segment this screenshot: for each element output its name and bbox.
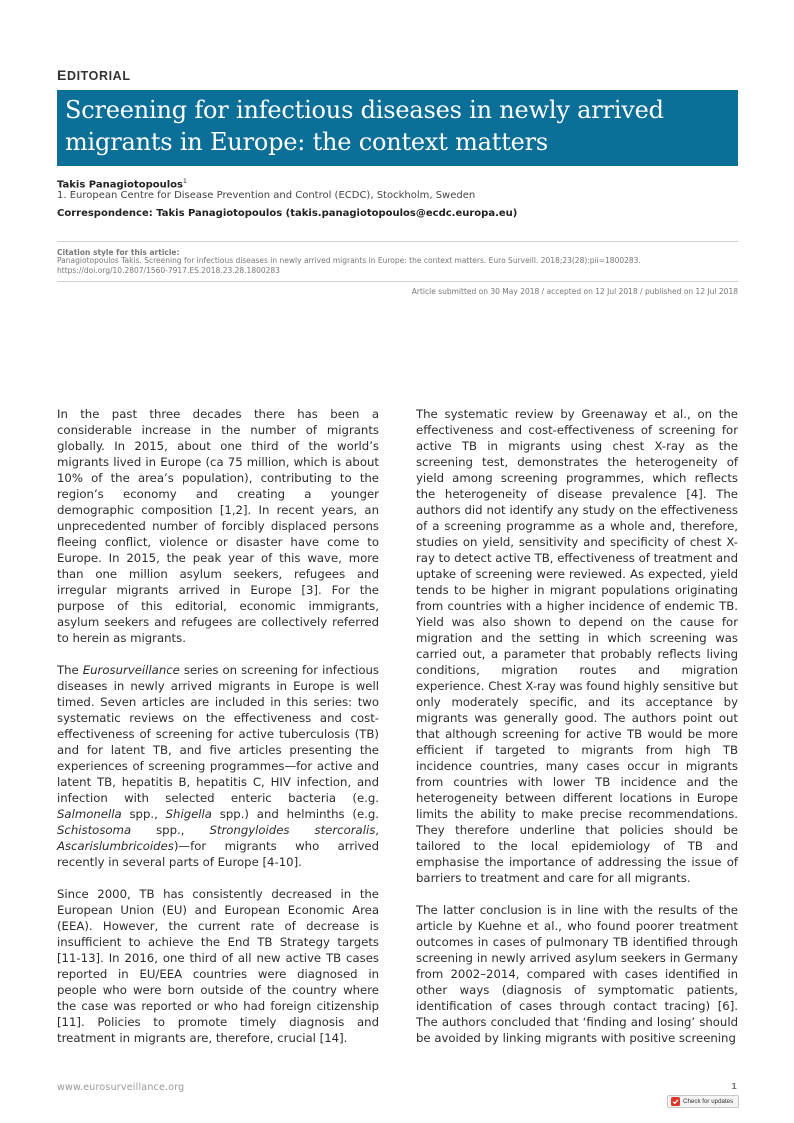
correspondence: Correspondence: Takis Panagiotopoulos (takis.panagiotopoulos@ecdc.europa.eu) (57, 208, 518, 219)
paragraph: The Eurosurveillance series on screening for infectious diseases in newly arrived migrants in Europe is well timed. Seven articles are included in this series: two systematic reviews on the effectiveness and cost-effectiveness of screening for active tuberculosis (TB) and for latent TB, and five articles presenting the experiences of screening programmes—for active and latent TB, hepatitis B, hepatitis C, HIV infection, and infection with selected enteric bacteria (e.g. Salmonella spp., Shigella spp.) and helminths (e.g. Schistosoma spp., Strongyloides stercoralis, Ascarislumbricoides)—for migrants who arrived recently in several parts of Europe [4-10]. (57, 663, 379, 869)
article-title: Screening for infectious diseases in newly arrived migrants in Europe: the context matters (65, 96, 664, 156)
page-number: 1 (731, 1082, 737, 1091)
title-banner (57, 90, 738, 166)
affiliation: 1. European Centre for Disease Prevention and Control (ECDC), Stockholm, Sweden (57, 190, 476, 201)
author-name: Takis Panagiotopoulos (57, 179, 183, 191)
section-label: EDITORIAL (57, 67, 131, 83)
submission-dates: Article submitted on 30 May 2018 / accepted on 12 Jul 2018 / published on 12 Jul 2018 (411, 287, 738, 296)
paragraph: The latter conclusion is in line with the results of the article by Kuehne et al., who found poorer treatment outcomes in cases of pulmonary TB identified through screening in newly arrived asylum seekers in Germany from 2002–2014, compared with cases identified in other ways (diagnosis of symptomatic patients, identification of cases through contact tracing) [6]. The authors concluded that ‘finding and losing’ should be avoided by linking migrants with positive screening (416, 903, 738, 1045)
paragraph: The systematic review by Greenaway et al., on the effectiveness and cost-effectiveness of screening for active TB in migrants using chest X-ray as the screening test, demonstrates the heterogeneity of yield among screening programmes, which reflects the heterogeneity of disease prevalence [4]. The authors did not identify any study on the effectiveness of a screening programme as a whole and, therefore, studies on yield, sensitivity and specificity of chest X-ray to detect active TB, effectiveness of treatment and uptake of screening were reviewed. As expected, yield tends to be higher in migrant populations originating from countries with a higher incidence of endemic TB. Yield was also shown to depend on the cause for migration and the setting in which screening was carried out, a parameter that probably reflects living conditions, migration routes and migration experience. Chest X-ray was found highly sensitive but only moderately specific, and its acceptance by migrants was generally good. The authors point out that although screening for active TB would be more efficient if targeted to migrants from high TB incidence countries, many cases occur in migrants from countries with lower TB incidence and the heterogeneity between different locations in Europe limits the ability to make precise recommendations. They therefore underline that policies should be tailored to the local epidemiology of TB and emphasise the importance of addressing the issue of barriers to treatment and care for all migrants. (416, 407, 738, 885)
crossmark-icon (671, 1097, 680, 1106)
check-for-updates-label: Check for updates (683, 1098, 734, 1105)
paragraph: Since 2000, TB has consistently decreased in the European Union (EU) and European Economic Area (EEA). However, the current rate of decrease is insufficient to achieve the End TB Strategy targets [11-13]. In 2016, one third of all new active TB cases reported in EU/EEA countries were diagnosed in people who were born outside of the country where the case was reported or who had foreign citizenship [11]. Policies to promote timely diagnosis and treatment in migrants are, therefore, crucial [14]. (57, 887, 379, 1045)
check-for-updates-button[interactable] (667, 1095, 739, 1108)
divider-top (57, 241, 738, 242)
author-line (57, 178, 187, 190)
citation-text: Panagiotopoulos Takis. Screening for infectious diseases in newly arrived migrants in Europe: the context matters. Euro Surveill. 2018;23(28):pii=1800283. https://doi.org/10.2807/1560-7917.ES.2018.23.28.1800283 (57, 256, 641, 275)
journal-url[interactable]: www.eurosurveillance.org (57, 1082, 185, 1093)
author-affiliation-mark: 1 (182, 178, 187, 185)
divider-bottom (57, 281, 738, 282)
body-column-left (57, 406, 379, 1062)
paragraph: In the past three decades there has been a considerable increase in the number of migrants globally. In 2015, about one third of the world’s migrants lived in Europe (ca 75 million, which is about 10% of the area’s population), contributing to the region’s economy and creating a younger demographic composition [1,2]. In recent years, an unprecedented number of forcibly displaced persons fleeing conflict, violence or disaster have come to Europe. In 2015, the peak year of this wave, more than one million asylum seekers, refugees and irregular migrants arrived in Europe [3]. For the purpose of this editorial, economic immigrants, asylum seekers and refugees are collectively referred to herein as migrants. (57, 407, 379, 645)
citation-heading: Citation style for this article: (57, 248, 180, 257)
body-column-right (416, 406, 738, 1062)
